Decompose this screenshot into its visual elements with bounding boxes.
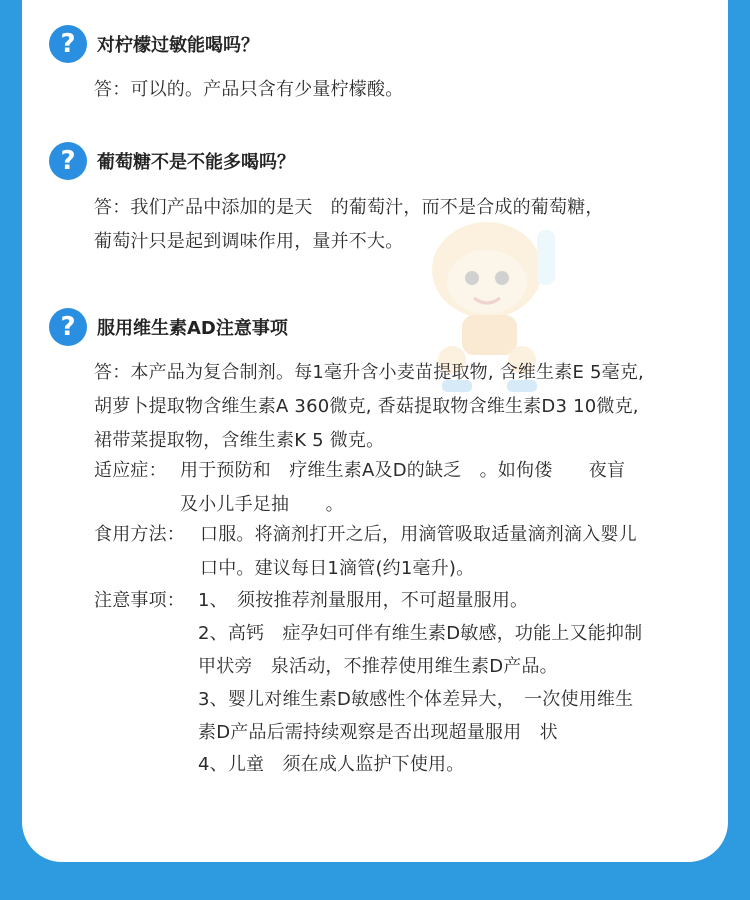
notes-label: 注意事项： bbox=[94, 590, 185, 611]
indications-line: 及小儿手足抽 。 bbox=[180, 494, 344, 515]
notes-line: 2、高钙 症孕妇可伴有维生素D敏感，功能上又能抑制 bbox=[198, 623, 643, 644]
faq-question: 对柠檬过敏能喝吗？ bbox=[97, 35, 259, 56]
usage-line: 口服。将滴剂打开之后，用滴管吸取适量滴剂滴入婴儿 bbox=[200, 524, 637, 545]
faq-answer-line: 答：本产品为复合制剂。每1毫升含小麦苗提取物, 含维生素E 5毫克, bbox=[94, 362, 644, 383]
notes-line: 1、 须按推荐剂量服用，不可超量服用。 bbox=[198, 590, 529, 611]
content-card bbox=[22, 0, 728, 862]
faq-question-row bbox=[49, 22, 259, 66]
question-icon: ? bbox=[49, 25, 87, 63]
notes-line: 甲状旁 泉活动，不推荐使用维生素D产品。 bbox=[198, 656, 558, 677]
faq-answer-line: 胡萝卜提取物含维生素A 360微克, 香菇提取物含维生素D3 10微克, bbox=[94, 396, 639, 417]
faq-answer-line: 答：可以的。产品只含有少量柠檬酸。 bbox=[94, 79, 404, 100]
question-icon: ? bbox=[49, 308, 87, 346]
usage-label: 食用方法： bbox=[94, 524, 185, 545]
notes-line: 3、婴儿对维生素D敏感性个体差异大， 一次使用维生 bbox=[198, 689, 634, 710]
question-icon: ? bbox=[49, 142, 87, 180]
faq-question: 服用维生素AD注意事项 bbox=[97, 318, 288, 339]
faq-answer-line: 答：我们产品中添加的是天 的葡萄汁，而不是合成的葡萄糖， bbox=[94, 197, 604, 218]
notes-line: 素D产品后需持续观察是否出现超量服用 状 bbox=[198, 722, 558, 743]
faq-answer-line: 裙带菜提取物，含维生素K 5 微克。 bbox=[94, 430, 385, 451]
faq-question: 葡萄糖不是不能多喝吗？ bbox=[97, 152, 295, 173]
usage-line: 口中。建议每日1滴管(约1毫升)。 bbox=[200, 558, 475, 579]
indications-label: 适应症： bbox=[94, 460, 167, 481]
faq-question-row bbox=[49, 305, 288, 349]
indications-line: 用于预防和 疗维生素A及D的缺乏 。如佝偻 夜盲 bbox=[180, 460, 644, 481]
faq-question-row bbox=[49, 139, 295, 183]
faq-answer-line: 葡萄汁只是起到调味作用，量并不大。 bbox=[94, 231, 404, 252]
notes-line: 4、儿童 须在成人监护下使用。 bbox=[198, 754, 465, 775]
